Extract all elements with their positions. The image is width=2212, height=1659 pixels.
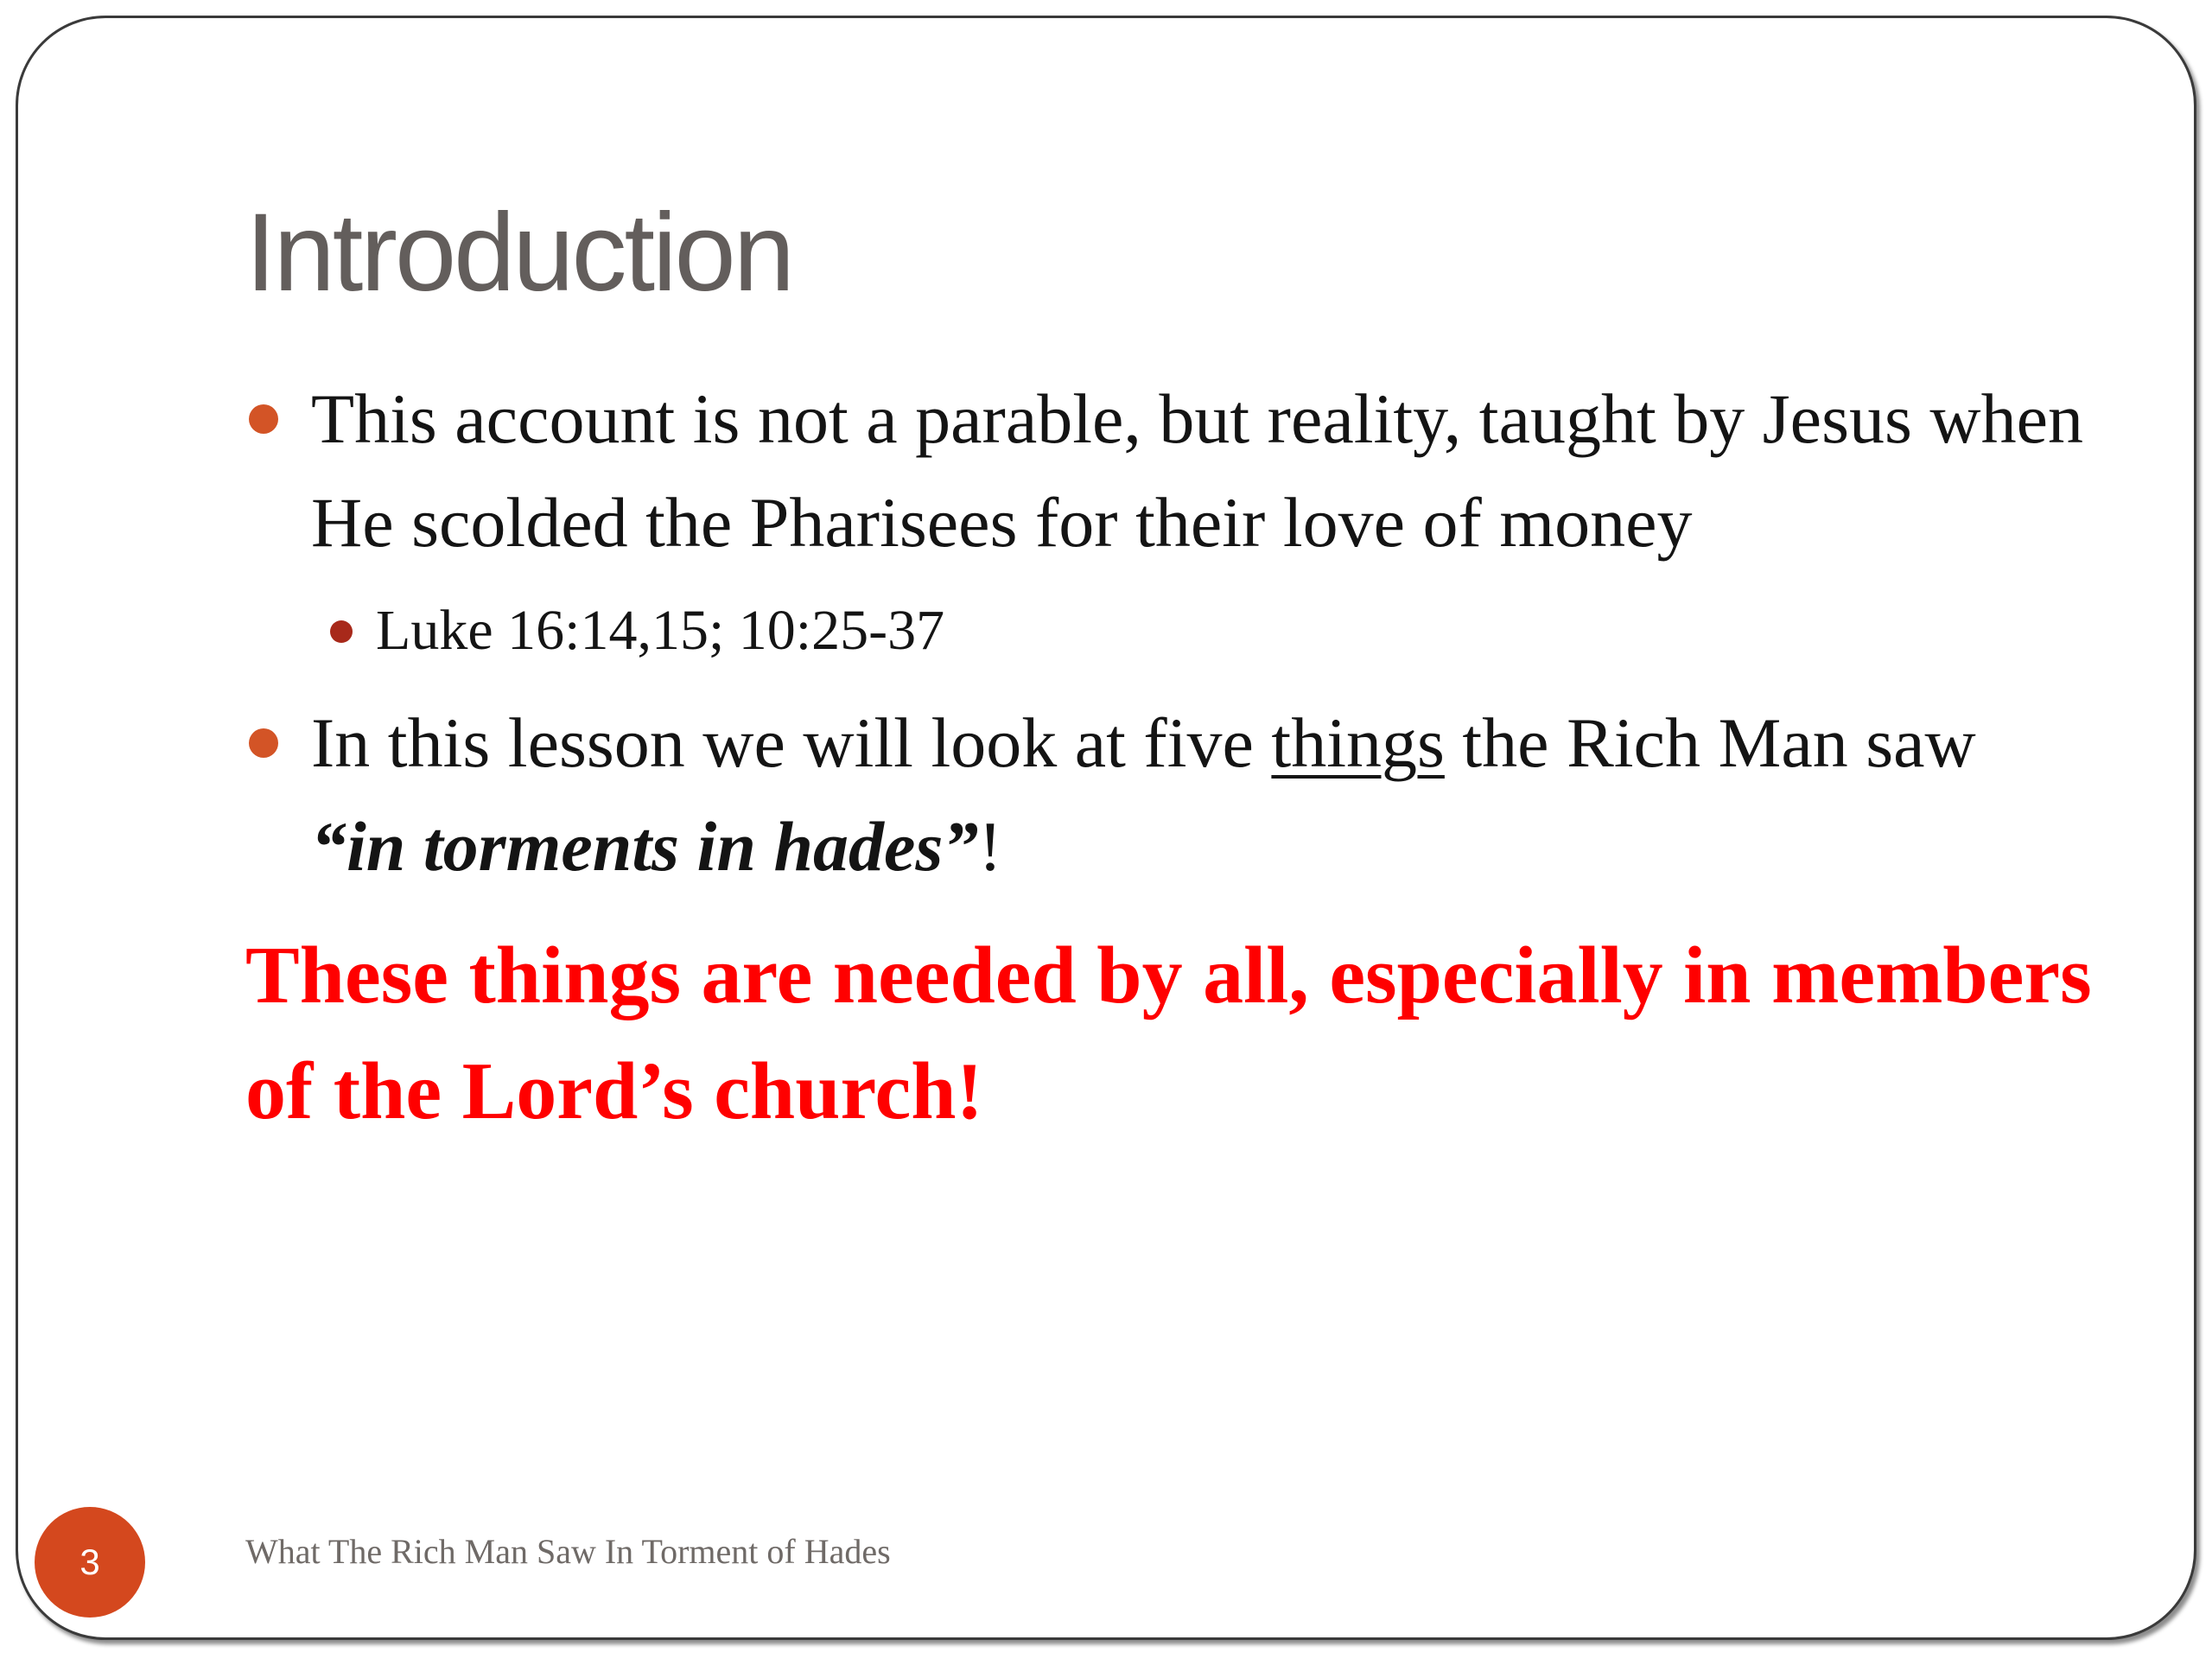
quote-text: “in torments in hades”: [311, 807, 979, 886]
sub-bullet-dot-icon: [330, 620, 353, 643]
sub-bullet-item: Luke 16:14,15; 10:25-37: [376, 599, 945, 662]
bullet-item: [311, 691, 2177, 899]
emphasis-statement: These things are needed by all, especially in members of the Lord’s church!: [245, 931, 2092, 1136]
slide-footer: What The Rich Man Saw In Torment of Hades: [245, 1532, 891, 1571]
slide-title: Introduction: [245, 191, 792, 315]
bullet-dot-icon: [249, 728, 278, 758]
slide-number-badge: 3: [35, 1507, 145, 1618]
bullet-text-end: !: [978, 807, 1002, 886]
bullet-text: the Rich Man saw: [1444, 703, 1976, 782]
bullet-item: This account is not a parable, but reality, taught by Jesus when He scolded the Pharisees for their love of money: [311, 379, 2084, 562]
bullet-text: In this lesson we will look at five: [311, 703, 1272, 782]
underlined-word: things: [1271, 703, 1445, 782]
bullet-dot-icon: [249, 404, 278, 434]
